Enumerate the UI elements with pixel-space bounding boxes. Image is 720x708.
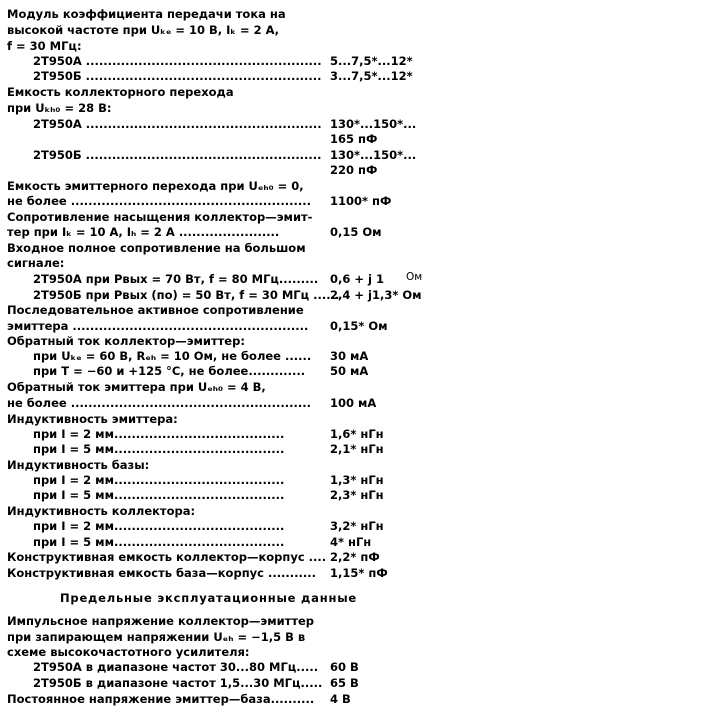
doc-line: Емкость коллекторного перехода bbox=[7, 85, 234, 99]
doc-line: сигнале: bbox=[7, 256, 65, 270]
doc-line: f = 30 МГц: bbox=[7, 39, 82, 53]
param-value: 0,15 Ом bbox=[330, 225, 382, 239]
param-value: 165 пФ bbox=[330, 132, 378, 146]
doc-line: Емкость эмиттерного перехода при Uₑₕ₀ = 0, bbox=[7, 179, 304, 193]
param-value: 5...7,5*...12* bbox=[330, 54, 413, 68]
doc-line: 2Т950Б в диапазоне частот 1,5...30 МГц..... bbox=[33, 676, 323, 690]
param-value: 3...7,5*...12* bbox=[330, 69, 413, 83]
doc-line: не более ....................................................... bbox=[7, 396, 311, 410]
param-value: 2,1* нГн bbox=[330, 442, 384, 456]
doc-line: Последовательное активное сопротивление bbox=[7, 303, 304, 317]
doc-line: 2Т950Б ...................................................... bbox=[33, 148, 322, 162]
doc-line: 2Т950Б ...................................................... bbox=[33, 69, 322, 83]
doc-line: при I = 2 мм....................................... bbox=[33, 519, 285, 533]
doc-line: при запирающем напряжении Uₑₕ = −1,5 В в bbox=[7, 630, 306, 644]
doc-line: Индуктивность коллектора: bbox=[7, 504, 196, 518]
doc-line: не более ....................................................... bbox=[7, 194, 311, 208]
doc-line: при Uₖₑ = 60 В, Rₑₕ = 10 Ом, не более ...... bbox=[33, 349, 312, 363]
doc-line: при I = 2 мм....................................... bbox=[33, 427, 285, 441]
param-value: 1,15* пФ bbox=[330, 566, 388, 580]
doc-line: Конструктивная емкость база—корпус ........... bbox=[7, 566, 317, 580]
doc-line: при I = 5 мм....................................... bbox=[33, 535, 285, 549]
doc-line: Входное полное сопротивление на большом bbox=[7, 241, 306, 255]
doc-line: высокой частоте при Uₖₑ = 10 В, Iₖ = 2 А, bbox=[7, 23, 279, 37]
doc-line: Обратный ток эмиттера при Uₑₕ₀ = 4 В, bbox=[7, 380, 266, 394]
doc-line: Конструктивная емкость коллектор—корпус .... bbox=[7, 550, 327, 564]
doc-line: при Uₖₕ₀ = 28 В: bbox=[7, 101, 112, 115]
param-value: 3,2* нГн bbox=[330, 519, 384, 533]
param-value: 4 В bbox=[330, 692, 351, 706]
doc-line: 2Т950Б при Pвых (по) = 50 Вт, f = 30 МГц ...... bbox=[33, 288, 340, 302]
doc-line: Импульсное напряжение коллектор—эмиттер bbox=[7, 614, 315, 628]
doc-line: 2Т950А в диапазоне частот 30...80 МГц..... bbox=[33, 660, 319, 674]
doc-line: Сопротивление насыщения коллектор—эмит- bbox=[7, 210, 313, 224]
doc-line: при I = 5 мм....................................... bbox=[33, 488, 285, 502]
param-value: 65 В bbox=[330, 676, 359, 690]
param-value: 2,3* нГн bbox=[330, 488, 384, 502]
doc-line: тер при Iₖ = 10 А, Iₕ = 2 А ....................... bbox=[7, 225, 280, 239]
section-heading: Предельные эксплуатационные данные bbox=[60, 591, 357, 605]
doc-line: при I = 2 мм....................................... bbox=[33, 473, 285, 487]
param-value: 2,4 + j1,3* Ом bbox=[330, 288, 422, 302]
doc-line: Модуль коэффициента передачи тока на bbox=[7, 7, 286, 21]
param-value: 50 мА bbox=[330, 364, 369, 378]
doc-line: Постоянное напряжение эмиттер—база.......... bbox=[7, 692, 315, 706]
doc-line: 2Т950А ...................................................... bbox=[33, 117, 322, 131]
doc-line: схеме высокочастотного усилителя: bbox=[7, 645, 250, 659]
doc-line: при I = 5 мм....................................... bbox=[33, 442, 285, 456]
param-value: 2,2* пФ bbox=[330, 550, 380, 564]
param-value: 130*...150*... bbox=[330, 117, 417, 131]
param-value: 30 мА bbox=[330, 349, 369, 363]
param-value: 1,3* нГн bbox=[330, 473, 384, 487]
doc-line: эмиттера ...................................................... bbox=[7, 319, 309, 333]
doc-line: 2Т950А при Pвых = 70 Вт, f = 80 МГц......... bbox=[33, 272, 319, 286]
param-unit: Ом bbox=[406, 271, 423, 283]
param-value: 100 мА bbox=[330, 396, 377, 410]
doc-line: 2Т950А ...................................................... bbox=[33, 54, 322, 68]
param-value: 130*...150*... bbox=[330, 148, 417, 162]
param-value: 0,15* Ом bbox=[330, 319, 388, 333]
doc-line: Индуктивность эмиттера: bbox=[7, 412, 178, 426]
param-value: 1100* пФ bbox=[330, 194, 392, 208]
param-value: 220 пФ bbox=[330, 163, 378, 177]
doc-line: при T = −60 и +125 °С, не более............. bbox=[33, 364, 306, 378]
doc-line: Индуктивность базы: bbox=[7, 458, 150, 472]
param-value: 60 В bbox=[330, 660, 359, 674]
param-value: 4* нГн bbox=[330, 535, 372, 549]
doc-line: Обратный ток коллектор—эмиттер: bbox=[7, 334, 245, 348]
param-value: 0,6 + j 1 bbox=[330, 272, 384, 286]
param-value: 1,6* нГн bbox=[330, 427, 384, 441]
